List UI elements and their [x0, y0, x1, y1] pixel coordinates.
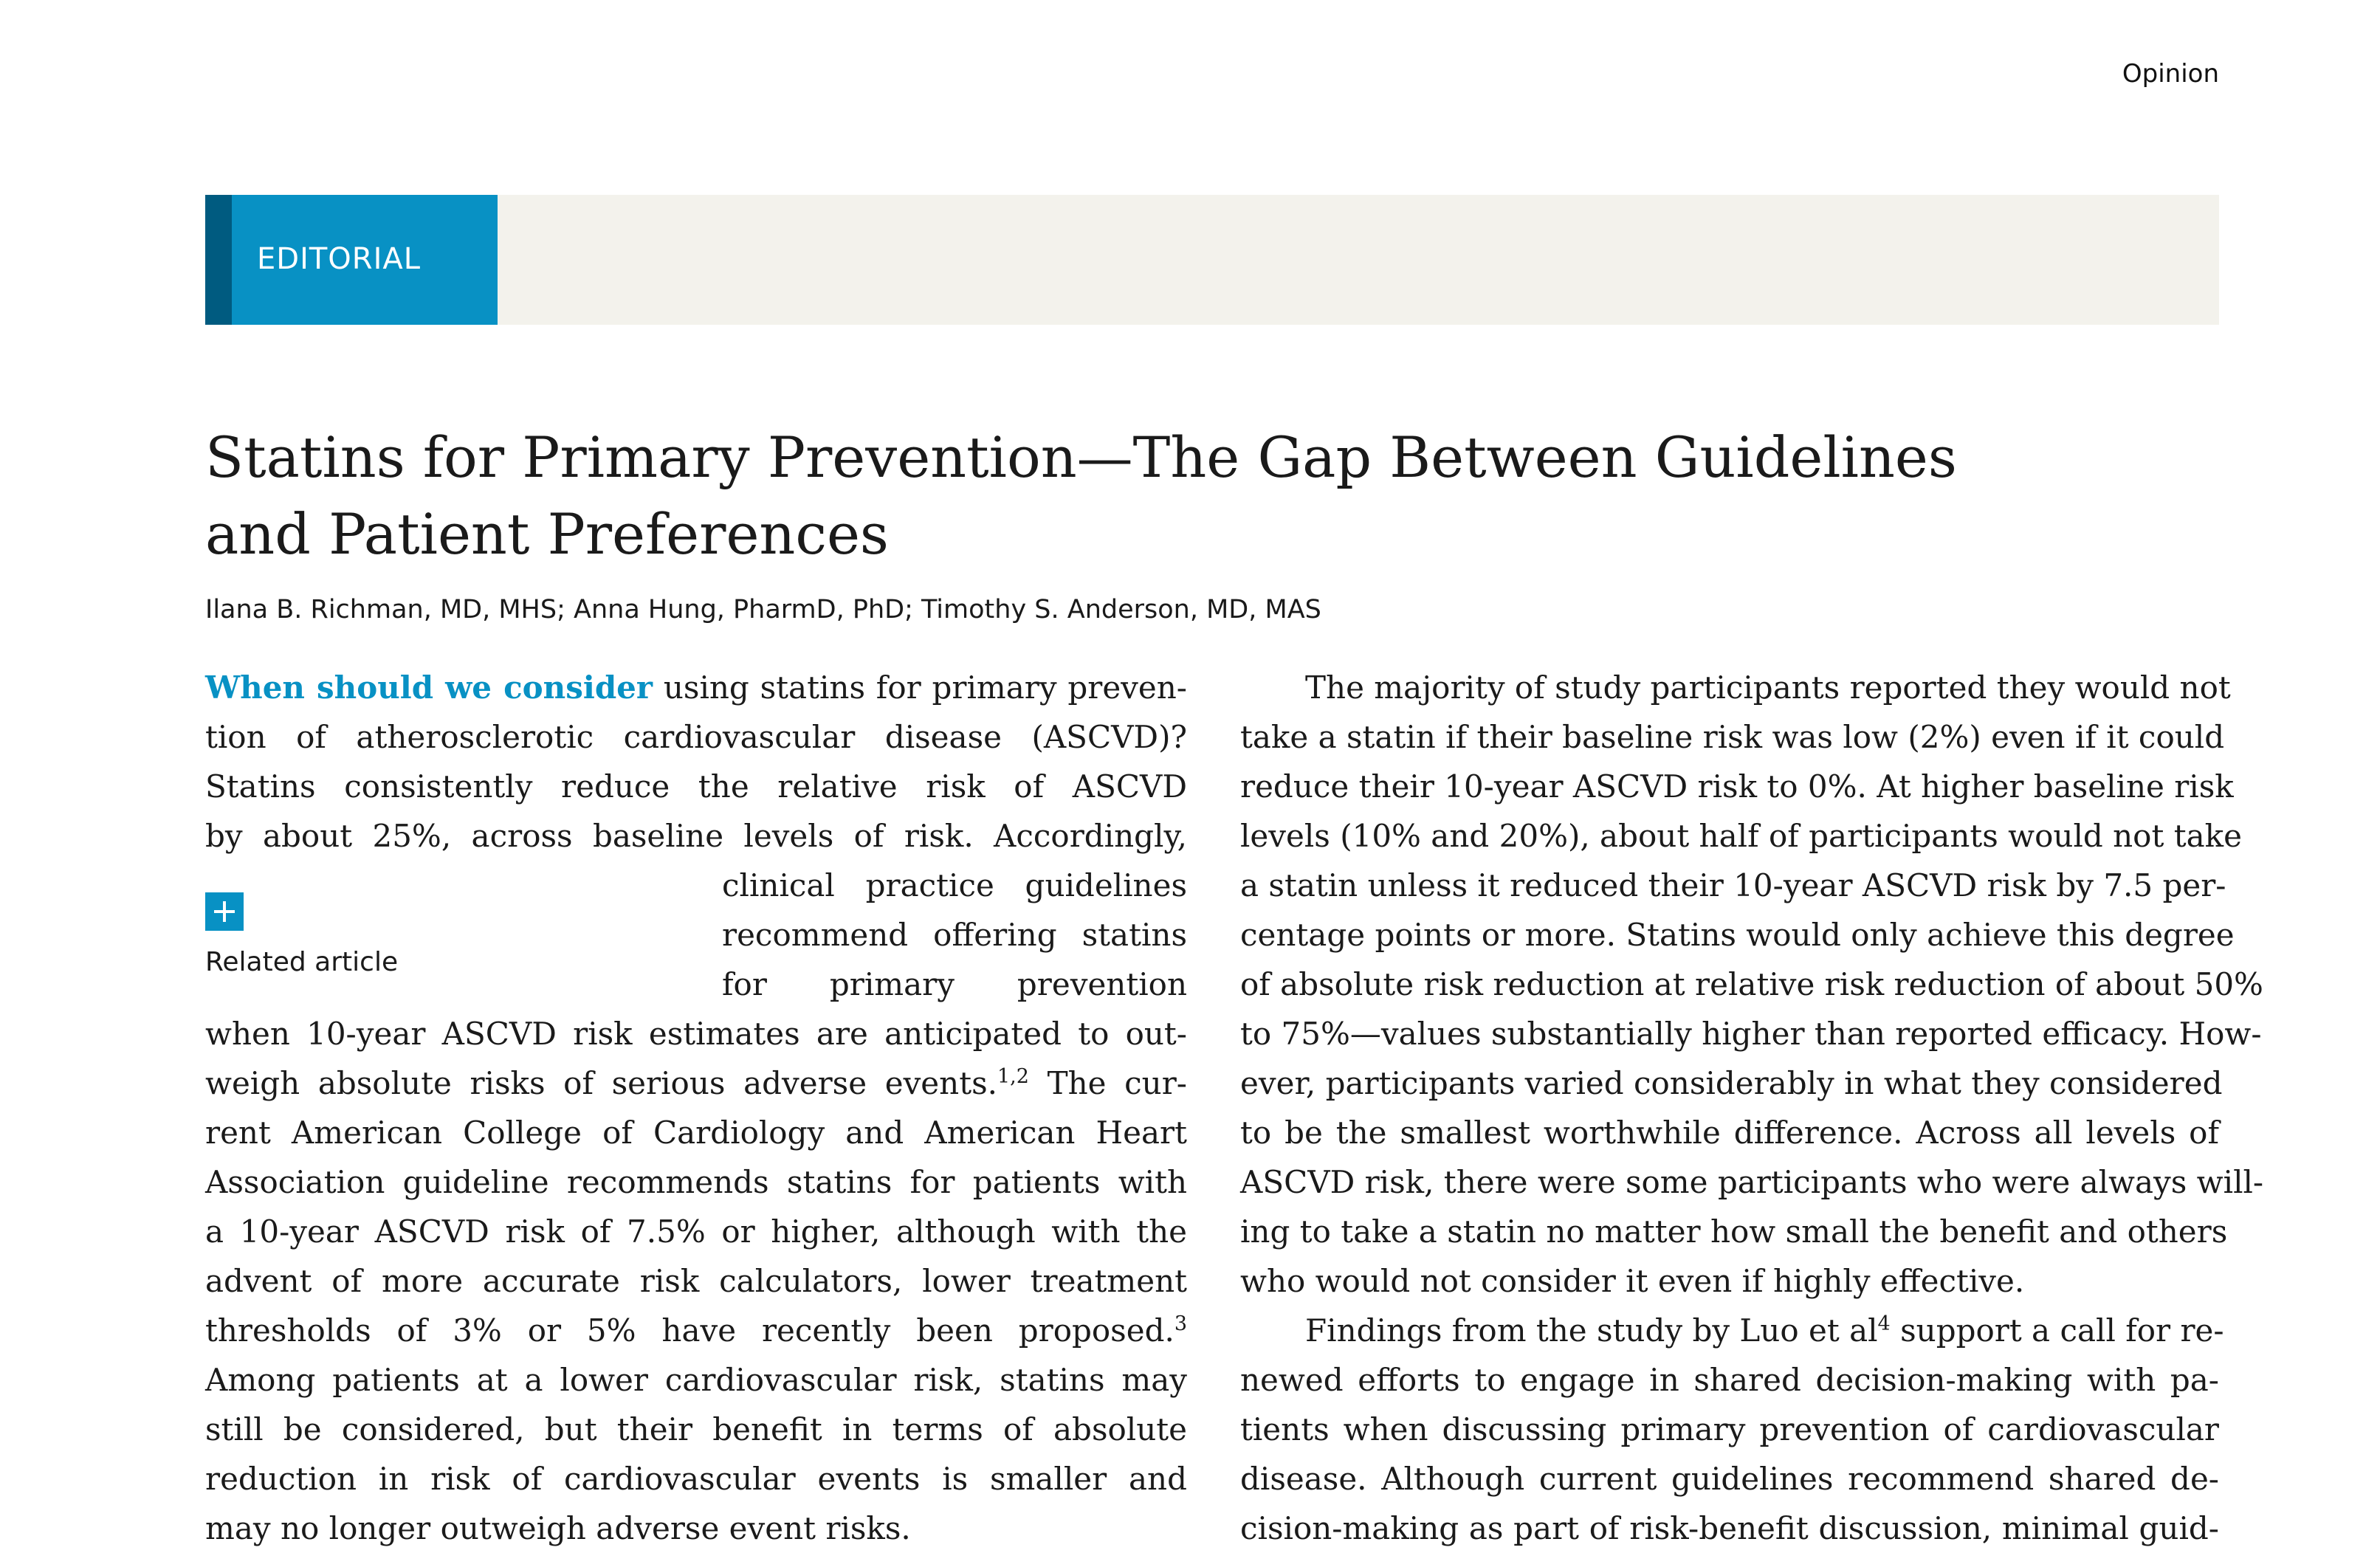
- body-line: rent American College of Cardiology and American Heart: [205, 1115, 1187, 1151]
- body-line: a 10-year ASCVD risk of 7.5% or higher, although with the: [205, 1213, 1187, 1250]
- body-line: The majority of study participants reported they would not: [1305, 669, 2231, 706]
- body-line: Statins consistently reduce the relative risk of ASCVD: [205, 768, 1187, 805]
- body-line: advent of more accurate risk calculators, lower treatment: [205, 1263, 1187, 1299]
- article-type-label: EDITORIAL: [257, 242, 422, 276]
- body-line: Findings from the study by Luo et $al^4$ support a call for re-: [1305, 1312, 2224, 1349]
- body-line: centage points or more. Statins would only achieve this degree: [1240, 917, 2235, 953]
- body-line: levels (10% and 20%), about half of participants would not take: [1240, 818, 2242, 854]
- body-line: disease. Although current guidelines recommend shared de-: [1240, 1461, 2219, 1497]
- body-line: still be considered, but their benefit in terms of absolute: [205, 1411, 1187, 1447]
- body-line: weigh absolute risks of serious adverse events.$^{1,2}$ The cur-: [205, 1065, 1187, 1101]
- body-line: reduce their 10-year ASCVD risk to 0%. At higher baseline risk: [1240, 768, 2234, 805]
- body-line: thresholds of 3% or 5% have recently been proposed.$^3$: [205, 1312, 1187, 1349]
- body-line: when 10-year ASCVD risk estimates are anticipated to out-: [205, 1016, 1187, 1052]
- body-line: newed efforts to engage in shared decision-making with pa-: [1240, 1362, 2219, 1398]
- right-column: [1240, 663, 2264, 1553]
- body-line: may no longer outweigh adverse event risks.: [205, 1510, 911, 1546]
- reference-superscript[interactable]: 3: [1174, 1312, 1187, 1335]
- reference-superscript[interactable]: 1,2: [997, 1065, 1029, 1088]
- body-line: a statin unless it reduced their 10-year ASCVD risk by 7.5 per-: [1240, 867, 2226, 903]
- lead-in: When should we consider: [205, 669, 653, 706]
- plus-icon[interactable]: [205, 892, 244, 931]
- title-line-1: Statins for Primary Prevention—The Gap Between Guidelines: [205, 424, 1957, 490]
- body-line: to 75%—values substantially higher than reported efficacy. How-: [1240, 1016, 2262, 1052]
- body-line: by about 25%, across baseline levels of risk. Accordingly,: [205, 818, 1187, 854]
- body-line: ever, participants varied considerably in what they considered: [1240, 1065, 2223, 1101]
- body-line: When should we consider using statins for primary preven-: [205, 669, 1188, 706]
- body-line: Among patients at a lower cardiovascular risk, statins may: [205, 1362, 1187, 1398]
- body-line: for primary prevention: [722, 966, 1187, 1002]
- body-line: tion of atherosclerotic cardiovascular disease (ASCVD)?: [205, 719, 1187, 755]
- body-line: to be the smallest worthwhile difference. Across all levels of: [1240, 1115, 2219, 1151]
- related-article-label[interactable]: Related article: [205, 947, 399, 977]
- body-line: recommend offering statins: [722, 917, 1187, 953]
- article-type-banner: [205, 195, 2219, 325]
- body-line: Association guideline recommends statins for patients with: [205, 1164, 1187, 1200]
- body-line: who would not consider it even if highly effective.: [1240, 1263, 2025, 1299]
- left-column: [205, 663, 1187, 1553]
- related-article-link[interactable]: [205, 892, 619, 977]
- body-line: tients when discussing primary prevention of cardiovascular: [1240, 1411, 2219, 1447]
- body-line: reduction in risk of cardiovascular events is smaller and: [205, 1461, 1187, 1497]
- section-label: Opinion: [2122, 59, 2219, 89]
- title-line-2: and Patient Preferences: [205, 501, 889, 567]
- body-line: of absolute risk reduction at relative risk reduction of about 50%: [1240, 966, 2263, 1002]
- body-line: ASCVD risk, there were some participants who were always will-: [1240, 1164, 2264, 1200]
- body-line: clinical practice guidelines: [722, 867, 1187, 903]
- reference-superscript[interactable]: 4: [1877, 1312, 1891, 1335]
- article-title: [205, 419, 2198, 573]
- body-line: ing to take a statin no matter how small the benefit and others: [1240, 1213, 2228, 1250]
- article-type-tag: [205, 195, 498, 325]
- author-list: Ilana B. Richman, MD, MHS; Anna Hung, PharmD, PhD; Timothy S. Anderson, MD, MAS: [205, 595, 1321, 624]
- body-line: take a statin if their baseline risk was low (2%) even if it could: [1240, 719, 2225, 755]
- body-line: cision-making as part of risk-benefit discussion, minimal guid-: [1240, 1510, 2219, 1546]
